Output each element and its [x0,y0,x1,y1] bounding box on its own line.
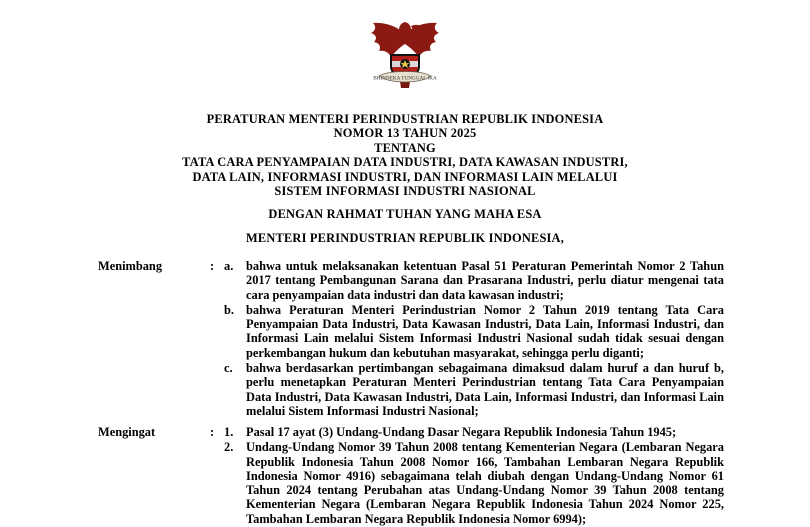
item-marker: 1. [224,425,234,440]
title-line-3: TENTANG [374,140,436,155]
item-marker: a. [224,259,234,274]
list-item [224,361,724,418]
title-line-5: DATA LAIN, INFORMASI INDUSTRI, DAN INFORMASI LAIN MELALUI [192,169,618,184]
item-text: bahwa Peraturan Menteri Perindustrian Nomor 2 Tahun 2019 tentang Tata Cara Penyampaian Data Industri, Data Kawasan Industri, Data Lain, Informasi Industri, dan Informasi Lain melalui Sistem Informasi Industri Nasional sudah tidak sesuai dengan perkembangan hukum dan kebutuhan masyarakat, sehingga perlu diganti; [246,302,724,360]
title-line-1: PERATURAN MENTERI PERINDUSTRIAN REPUBLIK INDONESIA [206,112,604,126]
list-item [224,259,724,302]
item-text: bahwa berdasarkan pertimbangan sebagaimana dimaksud dalam huruf a dan huruf b, perlu menetapkan Peraturan Menteri Perindustrian tentang Tata Cara Penyampaian Data Industri, Data Kawasan Industri, Data Lain, Informasi Industri, dan Informasi Lain melalui Sistem Informasi Industri Nasional; [246,360,724,418]
list-item [224,303,724,360]
list-item [224,440,724,526]
authority-line: MENTERI PERINDUSTRIAN REPUBLIK INDONESIA, [245,230,564,245]
garuda-pancasila-emblem [359,14,451,94]
clause-menimbang [98,259,724,419]
document-title-block [0,112,810,245]
invocation-line: DENGAN RAHMAT TUHAN YANG MAHA ESA [268,207,542,222]
item-text: Undang-Undang Nomor 39 Tahun 2008 tentang Kementerian Negara (Lembaran Negara Republik Indonesia Tahun 2008 Nomor 166, Tambahan Lembaran Negara Republik Indonesia Nomor 4916) sebagaimana telah diubah dengan Undang-Undang Nomor 61 Tahun 2024 tentang Perubahan atas Undang-Undang Nomor 39 Tahun 2008 tentang Kementerian Negara (Lembaran Negara Republik Indonesia Tahun 2024 Nomor 225, Tambahan Lembaran Negara Republik Indonesia Nomor 6994); [246,440,724,526]
item-text: bahwa untuk melaksanakan ketentuan Pasal 51 Peraturan Pemerintah Nomor 2 Tahun 2017 tentang Pembangunan Sarana dan Prasarana Industri, perlu diatur mengenai tata cara penyampaian data industri dan data kawasan industri; [246,259,724,302]
title-line-6: SISTEM INFORMASI INDUSTRI NASIONAL [274,183,536,198]
clause-mengingat [98,425,724,527]
title-line-2: NOMOR 13 TAHUN 2025 [333,126,477,141]
clause-colon-mengingat: : [210,425,215,440]
document-body [0,259,810,527]
clause-colon-menimbang: : [210,259,215,274]
item-text: Pasal 17 ayat (3) Undang-Undang Dasar Negara Republik Indonesia Tahun 1945; [246,425,677,440]
clause-items-menimbang [224,259,724,419]
item-marker: 2. [224,440,234,455]
item-marker: c. [224,360,233,375]
svg-text:BHINNEKA TUNGGAL IKA: BHINNEKA TUNGGAL IKA [373,75,437,82]
clause-items-mengingat [224,425,724,527]
clause-label-mengingat: Mengingat [98,425,156,440]
list-item [224,425,724,439]
emblem-container [0,0,810,98]
clause-label-menimbang: Menimbang [98,259,163,274]
item-marker: b. [224,302,234,317]
title-line-4: TATA CARA PENYAMPAIAN DATA INDUSTRI, DATA KAWASAN INDUSTRI, [182,155,628,170]
